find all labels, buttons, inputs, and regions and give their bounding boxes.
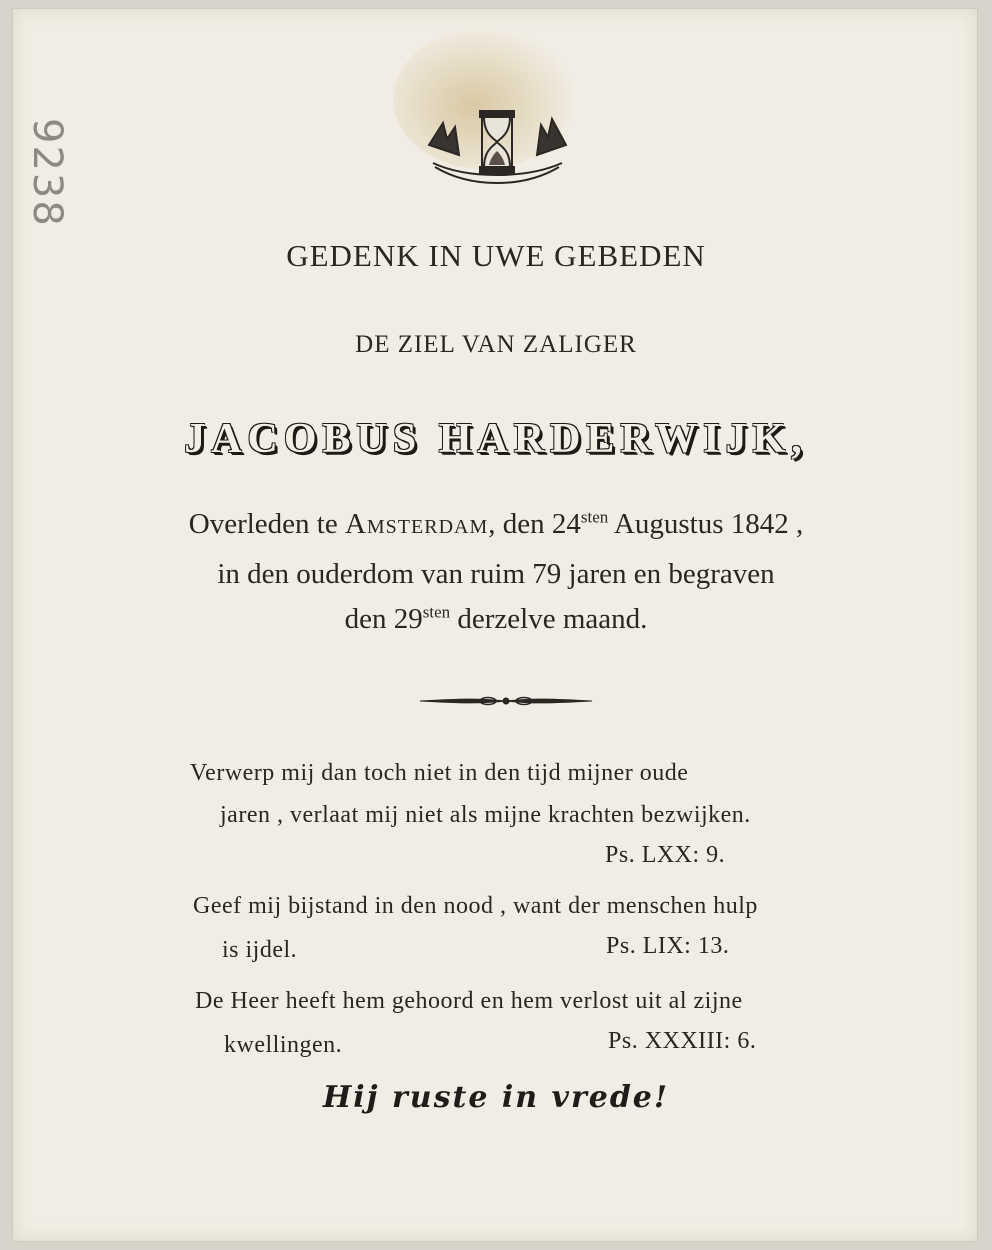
verse-2-reference: Ps. LIX: 13. — [606, 933, 730, 959]
verse-2-line-1: Geef mij bijstand in den nood , want der menschen hulp — [193, 893, 758, 919]
verse-1-line-1: Verwerp mij dan toch niet in den tijd mijner oude — [190, 760, 689, 786]
hourglass-emblem-icon — [425, 105, 570, 185]
verse-1-reference: Ps. LXX: 9. — [605, 842, 726, 868]
obituary-line-2: in den ouderdom van ruim 79 jaren en begraven — [217, 558, 775, 590]
obituary-line-1 — [0, 508, 992, 541]
obituary-line-3 — [0, 603, 992, 636]
burial-month: derzelve maand. — [457, 603, 648, 635]
burial-day: den 29 — [344, 603, 423, 635]
verse-2-line-2: is ijdel. — [222, 937, 298, 963]
catalog-number: 9238 — [24, 118, 70, 228]
closing-blessing: Hij ruste in vrede! — [322, 1080, 670, 1115]
death-prefix: Overleden te — [188, 508, 338, 540]
death-day: , den 24 — [488, 508, 581, 540]
death-place: Amsterdam — [344, 508, 489, 540]
prayer-heading: GEDENK IN UWE GEBEDEN — [286, 238, 706, 273]
verse-3-line-1: De Heer heeft hem gehoord en hem verlost uit al zijne — [195, 988, 743, 1014]
verse-3-line-2: kwellingen. — [224, 1032, 343, 1058]
verse-1-line-2: jaren , verlaat mij niet als mijne krachten bezwijken. — [220, 802, 751, 828]
death-day-suffix: sten — [580, 507, 609, 527]
deceased-name: JACOBUS HARDERWIJK, — [184, 416, 808, 462]
burial-day-suffix: sten — [422, 602, 451, 622]
verse-3-reference: Ps. XXXIII: 6. — [608, 1028, 757, 1054]
soul-subheading: DE ZIEL VAN ZALIGER — [355, 331, 637, 358]
ornamental-divider-icon — [418, 691, 594, 711]
death-month-year: Augustus 1842 , — [613, 508, 804, 540]
